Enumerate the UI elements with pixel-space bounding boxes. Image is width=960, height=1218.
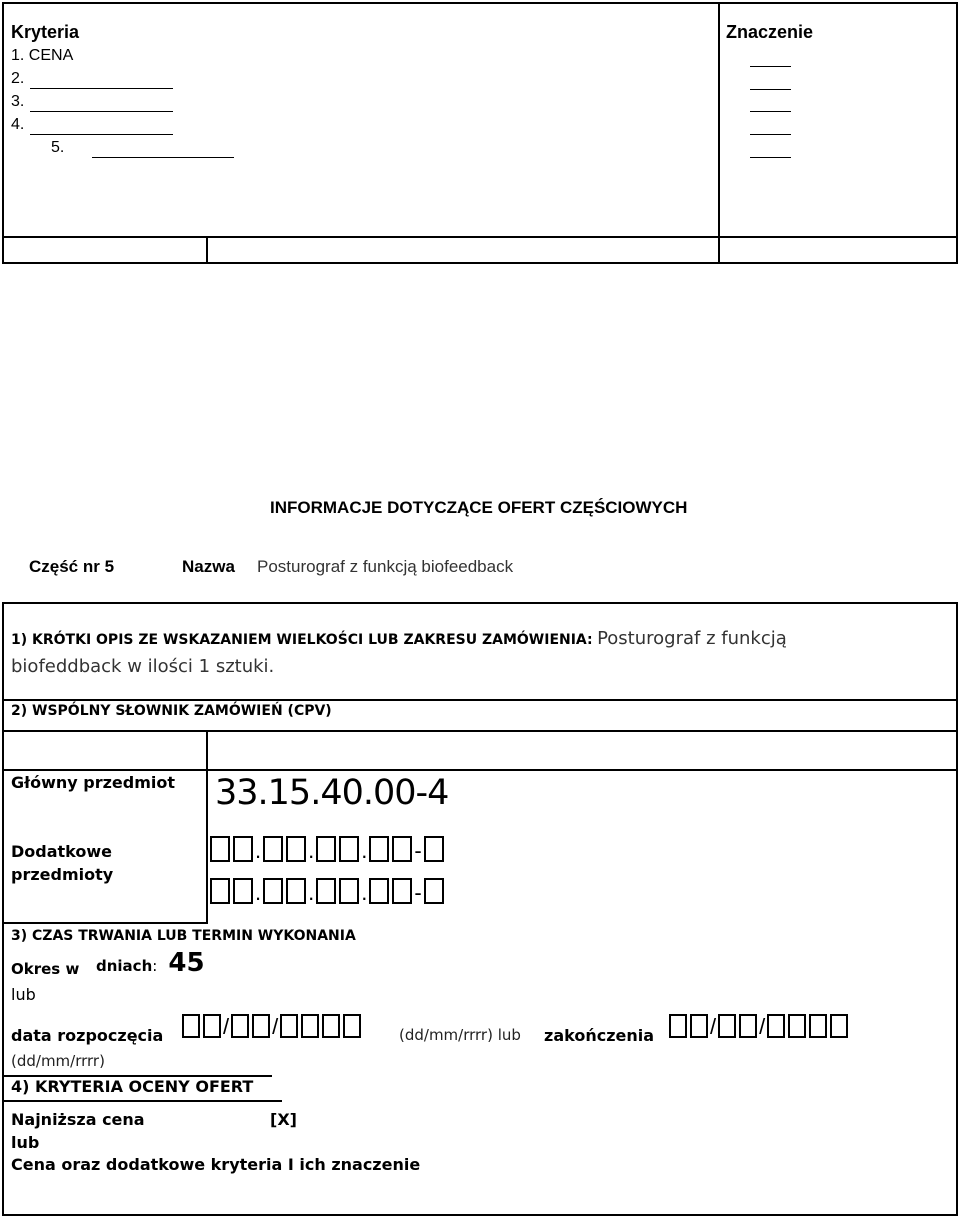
days-value: 45 bbox=[168, 948, 205, 978]
weight-blank-1 bbox=[750, 66, 791, 67]
cpv-bottom-separator bbox=[2, 922, 208, 924]
criteria-table-divider bbox=[718, 2, 720, 264]
criteria-item-2: 2. bbox=[11, 70, 25, 87]
cpv-main-code: 33.15.40.00-4 bbox=[215, 773, 449, 813]
criteria-item-1: 1. CENA bbox=[11, 47, 74, 64]
days-label: dniach bbox=[96, 957, 153, 975]
period-label: Okres w bbox=[11, 960, 80, 978]
criteria-header: Kryteria bbox=[11, 22, 80, 42]
date-format-mid: (dd/mm/rrrr) lub bbox=[399, 1026, 521, 1044]
cpv-main-label: Główny przedmiot bbox=[11, 773, 175, 792]
criteria-table-row-line bbox=[2, 236, 958, 238]
section1-text-line2: biofeddback w ilości 1 sztuki. bbox=[11, 656, 275, 677]
criteria-item-4: 4. bbox=[11, 116, 25, 133]
start-date-field[interactable]: / / bbox=[182, 1014, 364, 1040]
end-date-field[interactable]: / / bbox=[669, 1014, 851, 1040]
criteria-item-3-blank bbox=[30, 111, 173, 112]
section3-heading: 3) CZAS TRWANIA LUB TERMIN WYKONANIA bbox=[11, 928, 356, 944]
weight-blank-4 bbox=[750, 134, 791, 135]
criteria-table bbox=[2, 2, 958, 264]
criteria-item-5-blank bbox=[92, 157, 234, 158]
cpv-additional-code-2[interactable]: . . . - bbox=[210, 878, 447, 906]
section4-heading: 4) KRYTERIA OCENY OFERT bbox=[11, 1077, 254, 1096]
lowest-price-checkbox[interactable]: [X] bbox=[270, 1110, 297, 1129]
partial-offers-title: INFORMACJE DOTYCZĄCE OFERT CZĘŚCIOWYCH bbox=[270, 498, 688, 517]
cpv-header-separator bbox=[2, 769, 958, 771]
section1-text: Posturograf z funkcją bbox=[597, 628, 787, 649]
section4-underline bbox=[2, 1100, 282, 1102]
section1-heading: 1) KRÓTKI OPIS ZE WSKAZANIEM WIELKOŚCI LUB ZAKRESU ZAMÓWIENIA: bbox=[11, 632, 593, 648]
start-date-label: data rozpoczęcia bbox=[11, 1026, 164, 1045]
criteria-item-3: 3. bbox=[11, 93, 25, 110]
cpv-column-divider bbox=[206, 730, 208, 923]
lowest-price-label: Najniższa cena bbox=[11, 1110, 145, 1129]
name-value: Posturograf z funkcją biofeedback bbox=[257, 557, 514, 576]
days-colon: : bbox=[152, 957, 158, 975]
weight-blank-5 bbox=[750, 157, 791, 158]
section1-line1 bbox=[11, 628, 787, 649]
criteria-item-4-blank bbox=[30, 134, 173, 135]
price-and-criteria-label: Cena oraz dodatkowe kryteria I ich znaczenie bbox=[11, 1155, 421, 1174]
days-row bbox=[96, 948, 205, 978]
section2-heading: 2) WSPÓLNY SŁOWNIK ZAMÓWIEŃ (CPV) bbox=[11, 703, 332, 719]
or-label-2: lub bbox=[11, 1133, 40, 1152]
weight-blank-2 bbox=[750, 89, 791, 90]
part-number: Część nr 5 bbox=[29, 557, 115, 576]
name-label: Nazwa bbox=[182, 557, 235, 576]
criteria-table-cell-divider bbox=[206, 236, 208, 264]
cpv-additional-label-2: przedmioty bbox=[11, 865, 114, 884]
weight-blank-3 bbox=[750, 111, 791, 112]
criteria-item-2-blank bbox=[30, 88, 173, 89]
date-format-end: (dd/mm/rrrr) bbox=[11, 1052, 105, 1070]
criteria-item-5: 5. bbox=[51, 139, 65, 156]
cpv-additional-label-1: Dodatkowe bbox=[11, 842, 113, 861]
part-details-box bbox=[2, 602, 958, 1216]
section2-heading-separator bbox=[2, 730, 958, 732]
weight-header: Znaczenie bbox=[726, 22, 814, 42]
cpv-additional-code-1[interactable]: . . . - bbox=[210, 836, 447, 864]
end-date-label: zakończenia bbox=[544, 1026, 655, 1045]
section1-separator bbox=[2, 699, 958, 701]
or-label-1: lub bbox=[11, 985, 36, 1004]
